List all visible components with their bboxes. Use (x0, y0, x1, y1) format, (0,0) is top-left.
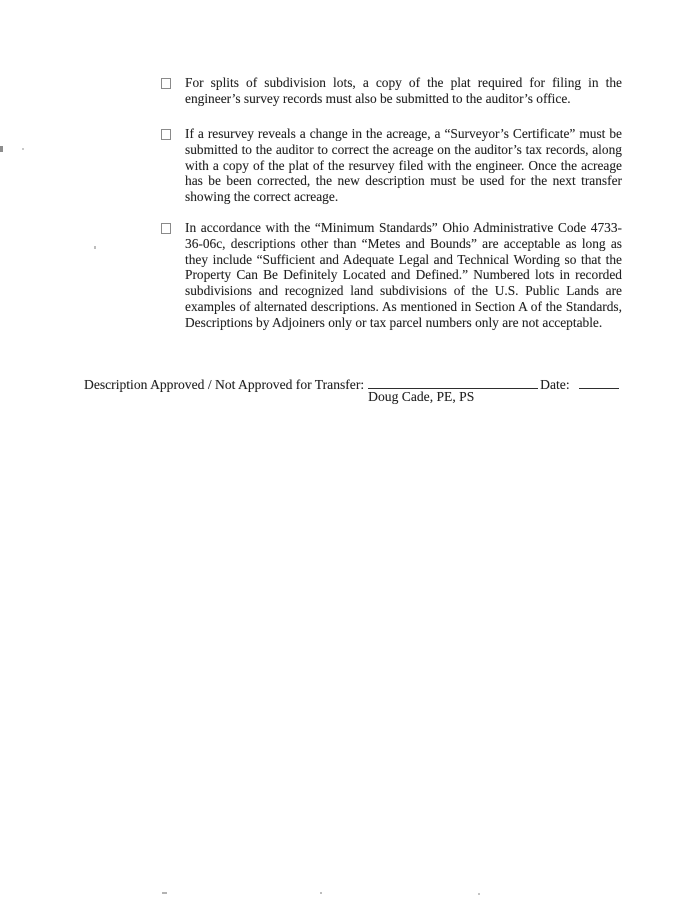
date-label: Date: (540, 377, 570, 392)
scan-artifact (0, 146, 3, 152)
bullet-text: For splits of subdivision lots, a copy of the plat required for filing in the engineer’s survey records must also be submitted to the auditor’s office. (185, 75, 622, 106)
signatory-name: Doug Cade, PE, PS (368, 389, 475, 404)
approval-label: Description Approved / Not Approved for Transfer: (84, 377, 365, 392)
signature-line (368, 388, 538, 404)
scan-artifact (22, 148, 24, 150)
scan-artifact (478, 893, 480, 895)
checkbox-icon (161, 129, 171, 140)
list-item (160, 75, 622, 107)
list-item (160, 126, 622, 205)
scan-artifact (320, 892, 322, 894)
checkbox-icon (161, 223, 171, 234)
bullet-text: If a resurvey reveals a change in the acreage, a “Surveyor’s Certificate” must be submitted to the auditor to correct the acreage on the auditor’s tax records, along with a copy of the plat of the resurvey filed with the engineer. Once the acreage has be been corrected, the new description must be used for the next transfer showing the correct acreage. (185, 126, 622, 205)
list-item (160, 220, 622, 331)
bullet-text: In accordance with the “Minimum Standards” Ohio Administrative Code 4733-36-06c, descriptions other than “Metes and Bounds” are acceptable as long as they include “Sufficient and Adequate Legal and Technical Wording so that the Property Can Be Definitely Located and Defined.” Numbered lots in recorded subdivisions and recognized land subdivisions of the U.S. Public Lands are examples of alternated descriptions. As mentioned in Section A of the Standards, Descriptions by Adjoiners only or tax parcel numbers only are not acceptable. (185, 220, 622, 330)
date-line (579, 388, 619, 389)
scan-artifact (162, 892, 167, 894)
checkbox-icon (161, 78, 171, 89)
approval-row (84, 377, 684, 404)
scan-artifact (94, 246, 96, 249)
